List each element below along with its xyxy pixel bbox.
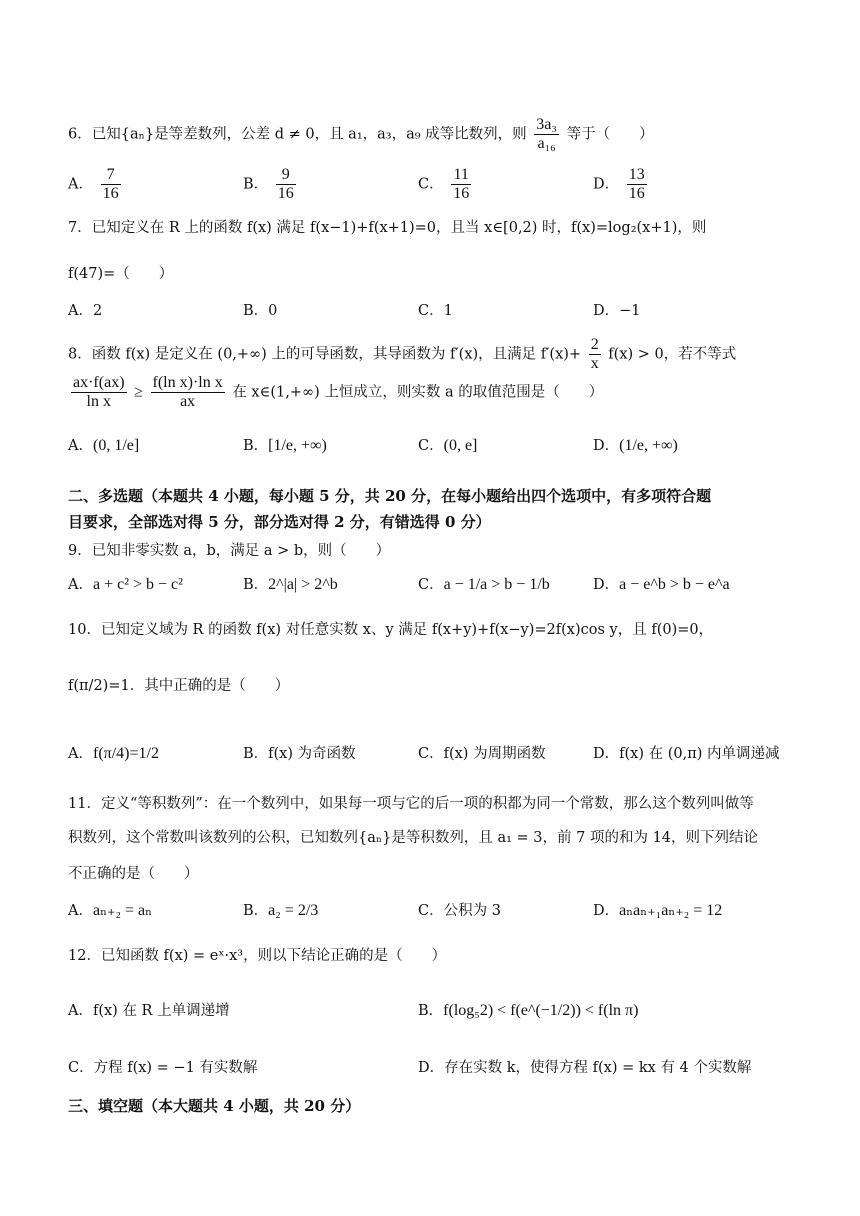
section2-heading-line1: 二、多选题（本题共 4 小题，每小题 5 分，共 20 分，在每小题给出四个选项中，有多项符合题 — [68, 487, 712, 505]
q12-option-b-label: B． — [418, 1003, 444, 1019]
q11-option-b — [243, 901, 318, 921]
q12-option-d-text: 存在实数 k，使得方程 f(x) = kx 有 4 个实数解 — [444, 1060, 752, 1076]
q6-frac-num: 3a₃ — [536, 116, 557, 133]
q8-ineq-left-num: ax·f(ax) — [73, 374, 125, 391]
q10-option-c-label: C． — [418, 746, 444, 762]
q12-option-a — [68, 1001, 230, 1021]
q7-option-c-label: C． — [418, 303, 444, 319]
q8-ineq-right-den: ax — [180, 393, 196, 410]
q6-option-c-num: 11 — [451, 166, 471, 185]
q9-option-d — [593, 575, 730, 595]
q7-option-d — [593, 301, 641, 321]
q12-option-c-label: C． — [68, 1060, 94, 1076]
q8-option-c — [418, 436, 477, 456]
section2-heading-line2: 目要求，全部选对得 5 分，部分选对得 2 分，有错选得 0 分） — [68, 513, 491, 531]
q11-option-b-text: a₂ = 2/3 — [268, 902, 319, 919]
q6-option-c-label: C． — [418, 176, 444, 193]
q8-line1-frac-den: x — [590, 355, 599, 372]
q8-option-d-label: D． — [593, 438, 620, 454]
q8-line2-tail: 在 x∈(1,+∞) 上恒成立，则实数 a 的取值范围是（ ） — [232, 384, 604, 401]
q11-option-d-label: D． — [593, 903, 620, 919]
q10-option-c — [418, 744, 546, 764]
q6-fraction — [534, 116, 559, 153]
q11-option-c — [418, 901, 501, 921]
q11-option-a-text: aₙ₊₂ = aₙ — [92, 902, 153, 919]
q12-option-d — [418, 1058, 751, 1078]
q9-option-a-text: a + c² > b − c² — [92, 576, 183, 593]
q8-option-d — [593, 436, 678, 456]
q8-line1-frac-num: 2 — [590, 336, 599, 353]
q12-option-b — [418, 1001, 638, 1021]
q6-option-a-den: 16 — [102, 185, 119, 202]
section3-heading: 三、填空题（本大题共 4 小题，共 20 分） — [68, 1097, 361, 1115]
q8-ineq-operator: ≥ — [134, 383, 143, 401]
q11-option-d-text: aₙaₙ₊₁aₙ₊₂ = 12 — [619, 902, 723, 919]
q9-option-a-label: A． — [68, 577, 93, 593]
q11-option-a-label: A． — [68, 903, 93, 919]
q7-line2: f(47)=（ ） — [68, 266, 174, 282]
q9-option-b-text: 2^|a| > 2^b — [268, 576, 338, 593]
q10-option-b — [243, 744, 356, 764]
q8-option-b-label: B． — [243, 438, 269, 454]
q8-line1 — [68, 336, 736, 373]
q7-option-d-text: −1 — [619, 303, 641, 319]
q7-option-a-label: A． — [68, 303, 93, 319]
q10-option-d — [593, 744, 780, 764]
q7-option-b — [243, 301, 277, 321]
q9-option-b — [243, 575, 338, 595]
q9-option-d-text: a − e^b > b − e^a — [619, 576, 730, 593]
q9-option-b-label: B． — [243, 577, 269, 593]
q8-ineq-right-num: f(ln x)·ln x — [152, 374, 223, 391]
q7-option-a — [68, 301, 102, 321]
q10-option-d-text: f(x) 在 (0,π) 内单调递减 — [619, 746, 780, 762]
q12-stem: 12．已知函数 f(x) = eˣ·x³，则以下结论正确的是（ ） — [68, 948, 447, 964]
q10-option-d-label: D． — [593, 746, 620, 762]
q6-option-b — [243, 166, 299, 203]
q11-line3: 不正确的是（ ） — [68, 866, 199, 882]
q11-option-c-label: C． — [418, 903, 444, 919]
q6-frac-den: a₁₆ — [537, 135, 556, 152]
q7-option-b-text: 0 — [268, 303, 278, 319]
q8-option-c-text: (0, e] — [443, 437, 478, 454]
q6-option-c — [418, 166, 474, 203]
q9-option-c-text: a − 1/a > b − 1/b — [443, 576, 550, 593]
q9-option-c — [418, 575, 550, 595]
q12-option-d-label: D． — [418, 1060, 445, 1076]
q8-line2 — [68, 374, 603, 411]
q11-option-d — [593, 901, 722, 921]
q6-option-a-label: A． — [68, 176, 93, 193]
q7-option-d-label: D． — [593, 303, 620, 319]
q6-option-d-den: 16 — [628, 185, 645, 202]
q6-option-b-label: B． — [243, 176, 269, 193]
q6-option-d-num: 13 — [628, 166, 645, 183]
q10-option-a-text: f(π/4)=1/2 — [92, 745, 159, 762]
q8-line1-part-a: 8．函数 f(x) 是定义在 (0,+∞) 上的可导函数，其导函数为 f′(x)，且满足 f′(x)+ — [68, 346, 582, 363]
q11-line1: 11．定义“等积数列”：在一个数列中，如果每一项与它的后一项的积都为同一个常数，那么这个数列叫做等 — [68, 796, 754, 812]
q12-option-c-text: 方程 f(x) = −1 有实数解 — [93, 1060, 258, 1076]
q10-option-a — [68, 744, 159, 764]
q6-tail: 等于（ ） — [566, 126, 654, 143]
q8-option-b-text: [1/e, +∞) — [268, 437, 327, 454]
q12-option-b-text: f(log₅2) < f(e^(−1/2)) < f(ln π) — [443, 1002, 639, 1019]
q8-option-c-label: C． — [418, 438, 444, 454]
q8-option-a-text: (0, 1/e] — [92, 437, 140, 454]
q12-option-a-text: f(x) 在 R 上单调递增 — [92, 1003, 230, 1019]
q10-option-b-label: B． — [243, 746, 269, 762]
q6-option-a — [68, 166, 124, 203]
q10-line1: 10．已知定义域为 R 的函数 f(x) 对任意实数 x、y 满足 f(x+y)+f(x−y)=2f(x)cos y，且 f(0)=0， — [68, 622, 714, 638]
q7-line1: 7．已知定义在 R 上的函数 f(x) 满足 f(x−1)+f(x+1)=0，且当 x∈[0,2) 时，f(x)=log₂(x+1)，则 — [68, 220, 707, 236]
q8-option-a-label: A． — [68, 438, 93, 454]
q8-option-d-text: (1/e, +∞) — [619, 437, 678, 454]
q11-line2: 积数列，这个常数叫该数列的公积，已知数列{aₙ}是等积数列，且 a₁ = 3，前 7 项的和为 14，则下列结论 — [68, 830, 759, 846]
q11-option-c-text: 公积为 3 — [443, 903, 501, 919]
q8-line1-part-b: f(x) > 0，若不等式 — [608, 346, 737, 363]
q6-stem — [68, 116, 654, 153]
q6-option-c-den: 16 — [453, 185, 470, 202]
q7-option-c — [418, 301, 453, 321]
q8-option-a — [68, 436, 139, 456]
q7-option-a-text: 2 — [92, 303, 103, 319]
q9-option-c-label: C． — [418, 577, 444, 593]
q6-option-d — [593, 166, 650, 203]
q6-option-d-label: D． — [593, 176, 620, 193]
q8-ineq-left-den: ln x — [86, 393, 111, 410]
q12-option-c — [68, 1058, 257, 1078]
q10-option-b-text: f(x) 为奇函数 — [268, 746, 356, 762]
q7-option-c-text: 1 — [443, 303, 453, 319]
q6-stem-text: 6．已知{aₙ}是等差数列，公差 d ≠ 0，且 a₁，a₃，a₉ 成等比数列，则 — [68, 126, 527, 143]
q6-option-a-num: 7 — [101, 166, 121, 185]
q11-option-a — [68, 901, 152, 921]
q6-option-b-num: 9 — [276, 166, 296, 185]
q6-option-b-den: 16 — [277, 185, 294, 202]
q10-option-a-label: A． — [68, 746, 93, 762]
q9-option-d-label: D． — [593, 577, 620, 593]
q10-option-c-text: f(x) 为周期函数 — [443, 746, 546, 762]
q7-option-b-label: B． — [243, 303, 269, 319]
q11-option-b-label: B． — [243, 903, 269, 919]
q8-option-b — [243, 436, 327, 456]
q12-option-a-label: A． — [68, 1003, 93, 1019]
q9-stem: 9．已知非零实数 a，b，满足 a > b，则（ ） — [68, 543, 391, 559]
q10-line2: f(π/2)=1．其中正确的是（ ） — [68, 678, 290, 694]
q9-option-a — [68, 575, 183, 595]
